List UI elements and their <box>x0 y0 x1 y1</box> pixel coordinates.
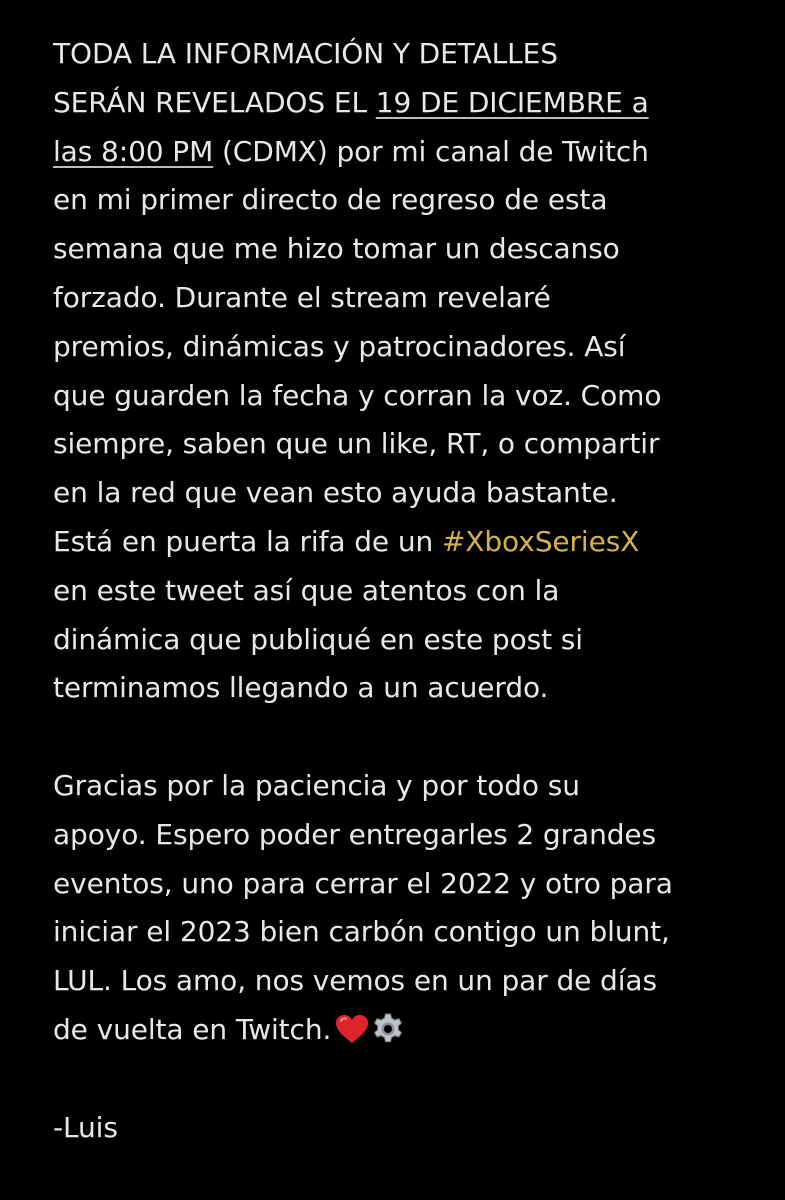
note-line <box>53 616 773 665</box>
note-line <box>53 811 773 860</box>
gear-icon <box>371 1012 405 1046</box>
paragraph-gap <box>53 713 773 762</box>
note-text: dinámica que publiqué en este post si <box>53 622 583 656</box>
note-text: que guarden la fecha y corran la voz. Como <box>53 378 662 412</box>
heart-icon <box>335 1011 369 1041</box>
note-line <box>53 30 773 79</box>
note-text: Gracias por la paciencia y por todo su <box>53 768 580 802</box>
note-line <box>53 469 773 518</box>
note-text: SERÁN REVELADOS EL <box>53 85 376 119</box>
note-text: apoyo. Espero poder entregarles 2 grandes <box>53 817 656 851</box>
note-line <box>53 372 773 421</box>
note-text: en este tweet así que atentos con la <box>53 573 560 607</box>
note-text: iniciar el 2023 bien carbón contigo un blunt, <box>53 915 670 949</box>
note-line <box>53 664 773 713</box>
note-line <box>53 274 773 323</box>
note-line <box>53 762 773 811</box>
note-text: semana que me hizo tomar un descanso <box>53 232 620 266</box>
date-link[interactable]: 19 DE DICIEMBRE a <box>375 85 649 119</box>
note-line <box>53 323 773 372</box>
note-line <box>53 225 773 274</box>
hashtag-link[interactable]: #XboxSeriesX <box>441 524 640 558</box>
note-text: en la red que vean esto ayuda bastante. <box>53 476 618 510</box>
note-line <box>53 420 773 469</box>
note-body <box>53 30 773 1152</box>
note-line <box>53 79 773 128</box>
note-line <box>53 567 773 616</box>
note-text: (CDMX) por mi canal de Twitch <box>213 134 649 168</box>
time-link[interactable]: las 8:00 PM <box>53 134 214 168</box>
note-text: en mi primer directo de regreso de esta <box>53 183 608 217</box>
signature-text: -Luis <box>53 1110 118 1144</box>
note-line <box>53 1006 773 1055</box>
note-text: eventos, uno para cerrar el 2022 y otro para <box>53 866 673 900</box>
note-text: premios, dinámicas y patrocinadores. Así <box>53 329 626 363</box>
note-line <box>53 957 773 1006</box>
note-text: LUL. Los amo, nos vemos en un par de días <box>53 964 657 998</box>
note-line <box>53 908 773 957</box>
note-text: forzado. Durante el stream revelaré <box>53 280 551 314</box>
note-text: siempre, saben que un like, RT, o compartir <box>53 427 660 461</box>
paragraph-gap <box>53 1055 773 1104</box>
note-text: TODA LA INFORMACIÓN Y DETALLES <box>53 37 558 70</box>
signature <box>53 1104 773 1153</box>
note-text: Está en puerta la rifa de un <box>53 524 442 558</box>
note-line <box>53 176 773 225</box>
note-line <box>53 128 773 177</box>
note-line <box>53 518 773 567</box>
note-text: terminamos llegando a un acuerdo. <box>53 671 549 705</box>
note-line <box>53 860 773 909</box>
note-text: de vuelta en Twitch. <box>53 1012 332 1046</box>
